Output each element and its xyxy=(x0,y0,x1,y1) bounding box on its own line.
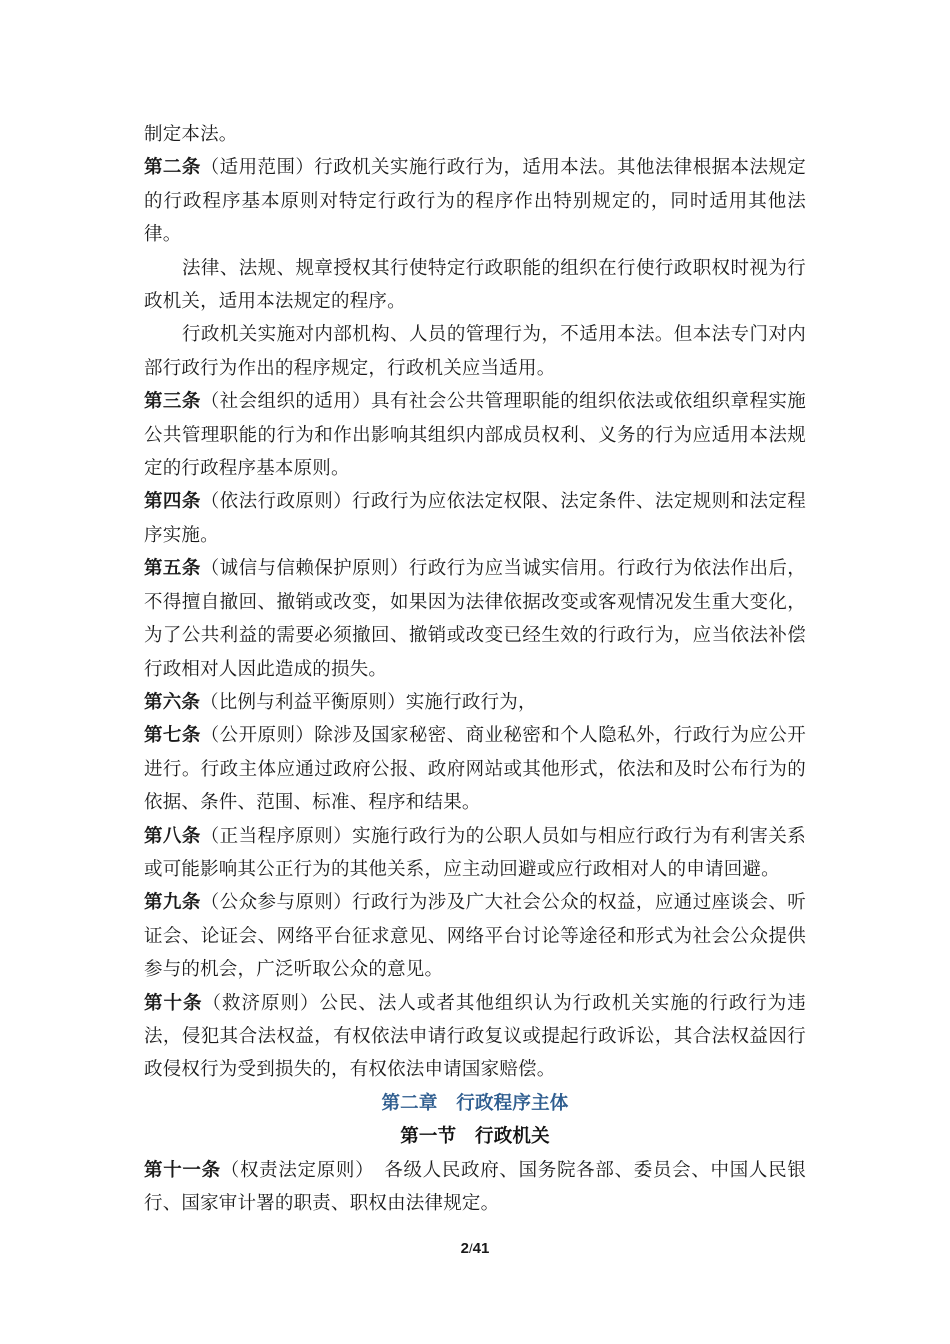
article-paragraph xyxy=(144,552,806,686)
article-number: 第八条 xyxy=(144,825,201,847)
article-number: 第六条 xyxy=(144,691,201,713)
article-paragraph xyxy=(144,385,806,485)
article-number: 第四条 xyxy=(144,491,201,513)
article-paragraph xyxy=(144,686,806,719)
article-number: 第七条 xyxy=(144,725,201,747)
paragraph-text: （社会组织的适用）具有社会公共管理职能的组织依法或依组织章程实施公共管理职能的行为和作出影响其组织内部成员权利、义务的行为应适用本法规定的行政程序基本原则。 xyxy=(144,391,806,480)
article-number: 第五条 xyxy=(144,558,201,580)
paragraph-text: （适用范围）行政机关实施行政行为，适用本法。其他法律根据本法规定的行政程序基本原则对特定行政行为的程序作出特别规定的，同时适用其他法律。 xyxy=(144,157,806,246)
article-number: 第十条 xyxy=(144,992,203,1014)
section-heading: 第一节 行政机关 xyxy=(400,1126,550,1148)
article-list-continued xyxy=(144,1154,806,1221)
body-paragraph xyxy=(144,318,806,385)
article-paragraph xyxy=(144,987,806,1087)
chapter-heading: 第二章 行政程序主体 xyxy=(381,1092,569,1114)
paragraph-text: （救济原则）公民、法人或者其他组织认为行政机关实施的行政行为违法，侵犯其合法权益，有权依法申请行政复议或提起行政诉讼，其合法权益因行政侵权行为受到损失的，有权依法申请国家赔偿。 xyxy=(144,992,806,1081)
article-paragraph xyxy=(144,151,806,251)
paragraph-text: （依法行政原则）行政行为应依法定权限、法定条件、法定规则和法定程序实施。 xyxy=(144,491,806,546)
paragraph-text: 制定本法。 xyxy=(144,124,238,145)
article-paragraph xyxy=(144,485,806,552)
article-number: 第三条 xyxy=(144,391,201,413)
paragraph-text: （公开原则）除涉及国家秘密、商业秘密和个人隐私外，行政行为应公开进行。行政主体应通过政府公报、政府网站或其他形式，依法和及时公布行为的依据、条件、范围、标准、程序和结果。 xyxy=(144,725,806,814)
article-paragraph xyxy=(144,1154,806,1221)
paragraph-text: （正当程序原则）实施行政行为的公职人员如与相应行政行为有利害关系或可能影响其公正行为的其他关系，应主动回避或应行政相对人的申请回避。 xyxy=(144,825,806,880)
paragraph-text: （权责法定原则） 各级人民政府、国务院各部、委员会、中国人民银行、国家审计署的职责、职权由法律规定。 xyxy=(144,1159,806,1214)
article-paragraph xyxy=(144,719,806,819)
total-pages: 41 xyxy=(472,1240,490,1257)
article-number: 第九条 xyxy=(144,892,201,914)
paragraph-text: 行政机关实施对内部机构、人员的管理行为，不适用本法。但本法专门对内部行政行为作出的程序规定，行政机关应当适用。 xyxy=(144,324,806,379)
body-paragraph xyxy=(144,252,806,319)
article-paragraph xyxy=(144,886,806,986)
article-number: 第十一条 xyxy=(144,1159,221,1181)
document-body xyxy=(144,118,806,1220)
page-separator: / xyxy=(469,1241,473,1256)
paragraph-text: （比例与利益平衡原则）实施行政行为， xyxy=(200,691,537,713)
article-paragraph xyxy=(144,820,806,887)
current-page-number: 2 xyxy=(460,1240,470,1257)
paragraph-text: （诚信与信赖保护原则）行政行为应当诚实信用。行政行为依法作出后，不得擅自撤回、撤销或改变，如果因为法律依据改变或客观情况发生重大变化，为了公共利益的需要必须撤回、撤销或改变已经生效的行政行为，应当依法补偿行政相对人因此造成的损失。 xyxy=(144,558,806,680)
paragraph-text: （公众参与原则）行政行为涉及广大社会公众的权益，应通过座谈会、听证会、论证会、网络平台征求意见、网络平台讨论等途径和形式为社会公众提供参与的机会，广泛听取公众的意见。 xyxy=(144,892,806,981)
article-list xyxy=(144,118,806,1087)
article-number: 第二条 xyxy=(144,157,201,179)
body-paragraph xyxy=(144,118,806,151)
page-number xyxy=(0,1240,950,1257)
paragraph-text: 法律、法规、规章授权其行使特定行政职能的组织在行使行政职权时视为行政机关，适用本法规定的程序。 xyxy=(144,257,806,313)
